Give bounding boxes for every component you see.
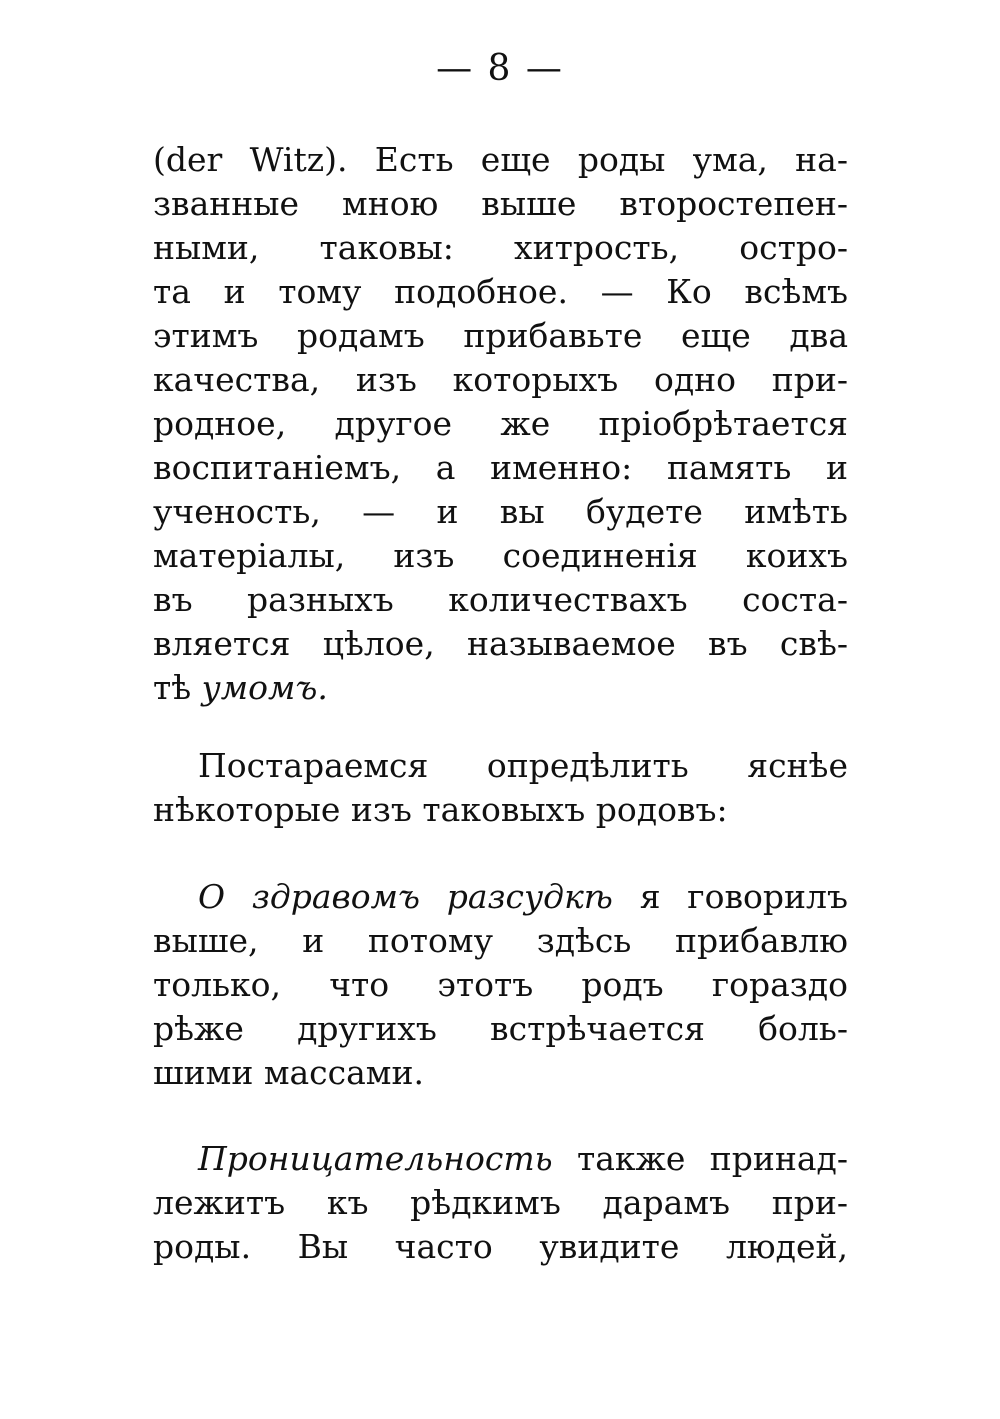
text-line: этимъ родамъ прибавьте еще два bbox=[153, 316, 848, 355]
text-span: я говорилъ bbox=[639, 877, 848, 916]
text-span: также принад- bbox=[576, 1139, 848, 1178]
text-span: тѣ bbox=[153, 668, 192, 707]
page-number: — 8 — bbox=[436, 48, 564, 89]
text-line-last: шими массами. bbox=[153, 1053, 424, 1092]
italic-term: умомъ. bbox=[201, 668, 328, 707]
text-line: та и тому подобное. — Ко всѣмъ bbox=[153, 272, 848, 311]
text-line: ученость, — и вы будете имѣть bbox=[153, 492, 848, 531]
italic-term: Проницательность bbox=[198, 1139, 553, 1178]
text-line: званные мною выше второстепен- bbox=[153, 184, 848, 223]
italic-term: О здравомъ разсудкѣ bbox=[198, 877, 613, 916]
text-line: роды. Вы часто увидите людей, bbox=[153, 1227, 848, 1266]
text-line-last: нѣкоторые изъ таковыхъ родовъ: bbox=[153, 790, 728, 829]
text-line bbox=[153, 1137, 848, 1181]
text-line: Постараемся опредѣлить яснѣе bbox=[198, 746, 848, 785]
paragraph-4 bbox=[153, 1137, 848, 1269]
text-line: (der Witz). Есть еще роды ума, на- bbox=[153, 140, 848, 179]
text-line: рѣже другихъ встрѣчается боль- bbox=[153, 1009, 848, 1048]
text-line: въ разныхъ количествахъ соста- bbox=[153, 580, 848, 619]
text-line: ными, таковы: хитрость, остро- bbox=[153, 228, 848, 267]
text-line bbox=[153, 875, 848, 919]
text-line: матеріалы, изъ соединенія коихъ bbox=[153, 536, 848, 575]
text-line: воспитаніемъ, а именно: память и bbox=[153, 448, 848, 487]
paragraph-3 bbox=[153, 875, 848, 1095]
paragraph-2 bbox=[153, 744, 848, 832]
text-line: качества, изъ которыхъ одно при- bbox=[153, 360, 848, 399]
text-line: вляется цѣлое, называемое въ свѣ- bbox=[153, 624, 848, 663]
text-line-last bbox=[153, 666, 848, 710]
text-line: выше, и потому здѣсь прибавлю bbox=[153, 921, 848, 960]
text-line: лежитъ къ рѣдкимъ дарамъ при- bbox=[153, 1183, 848, 1222]
paragraph-1 bbox=[153, 138, 848, 710]
text-line: только, что этотъ родъ гораздо bbox=[153, 965, 848, 1004]
text-line: родное, другое же пріобрѣтается bbox=[153, 404, 848, 443]
